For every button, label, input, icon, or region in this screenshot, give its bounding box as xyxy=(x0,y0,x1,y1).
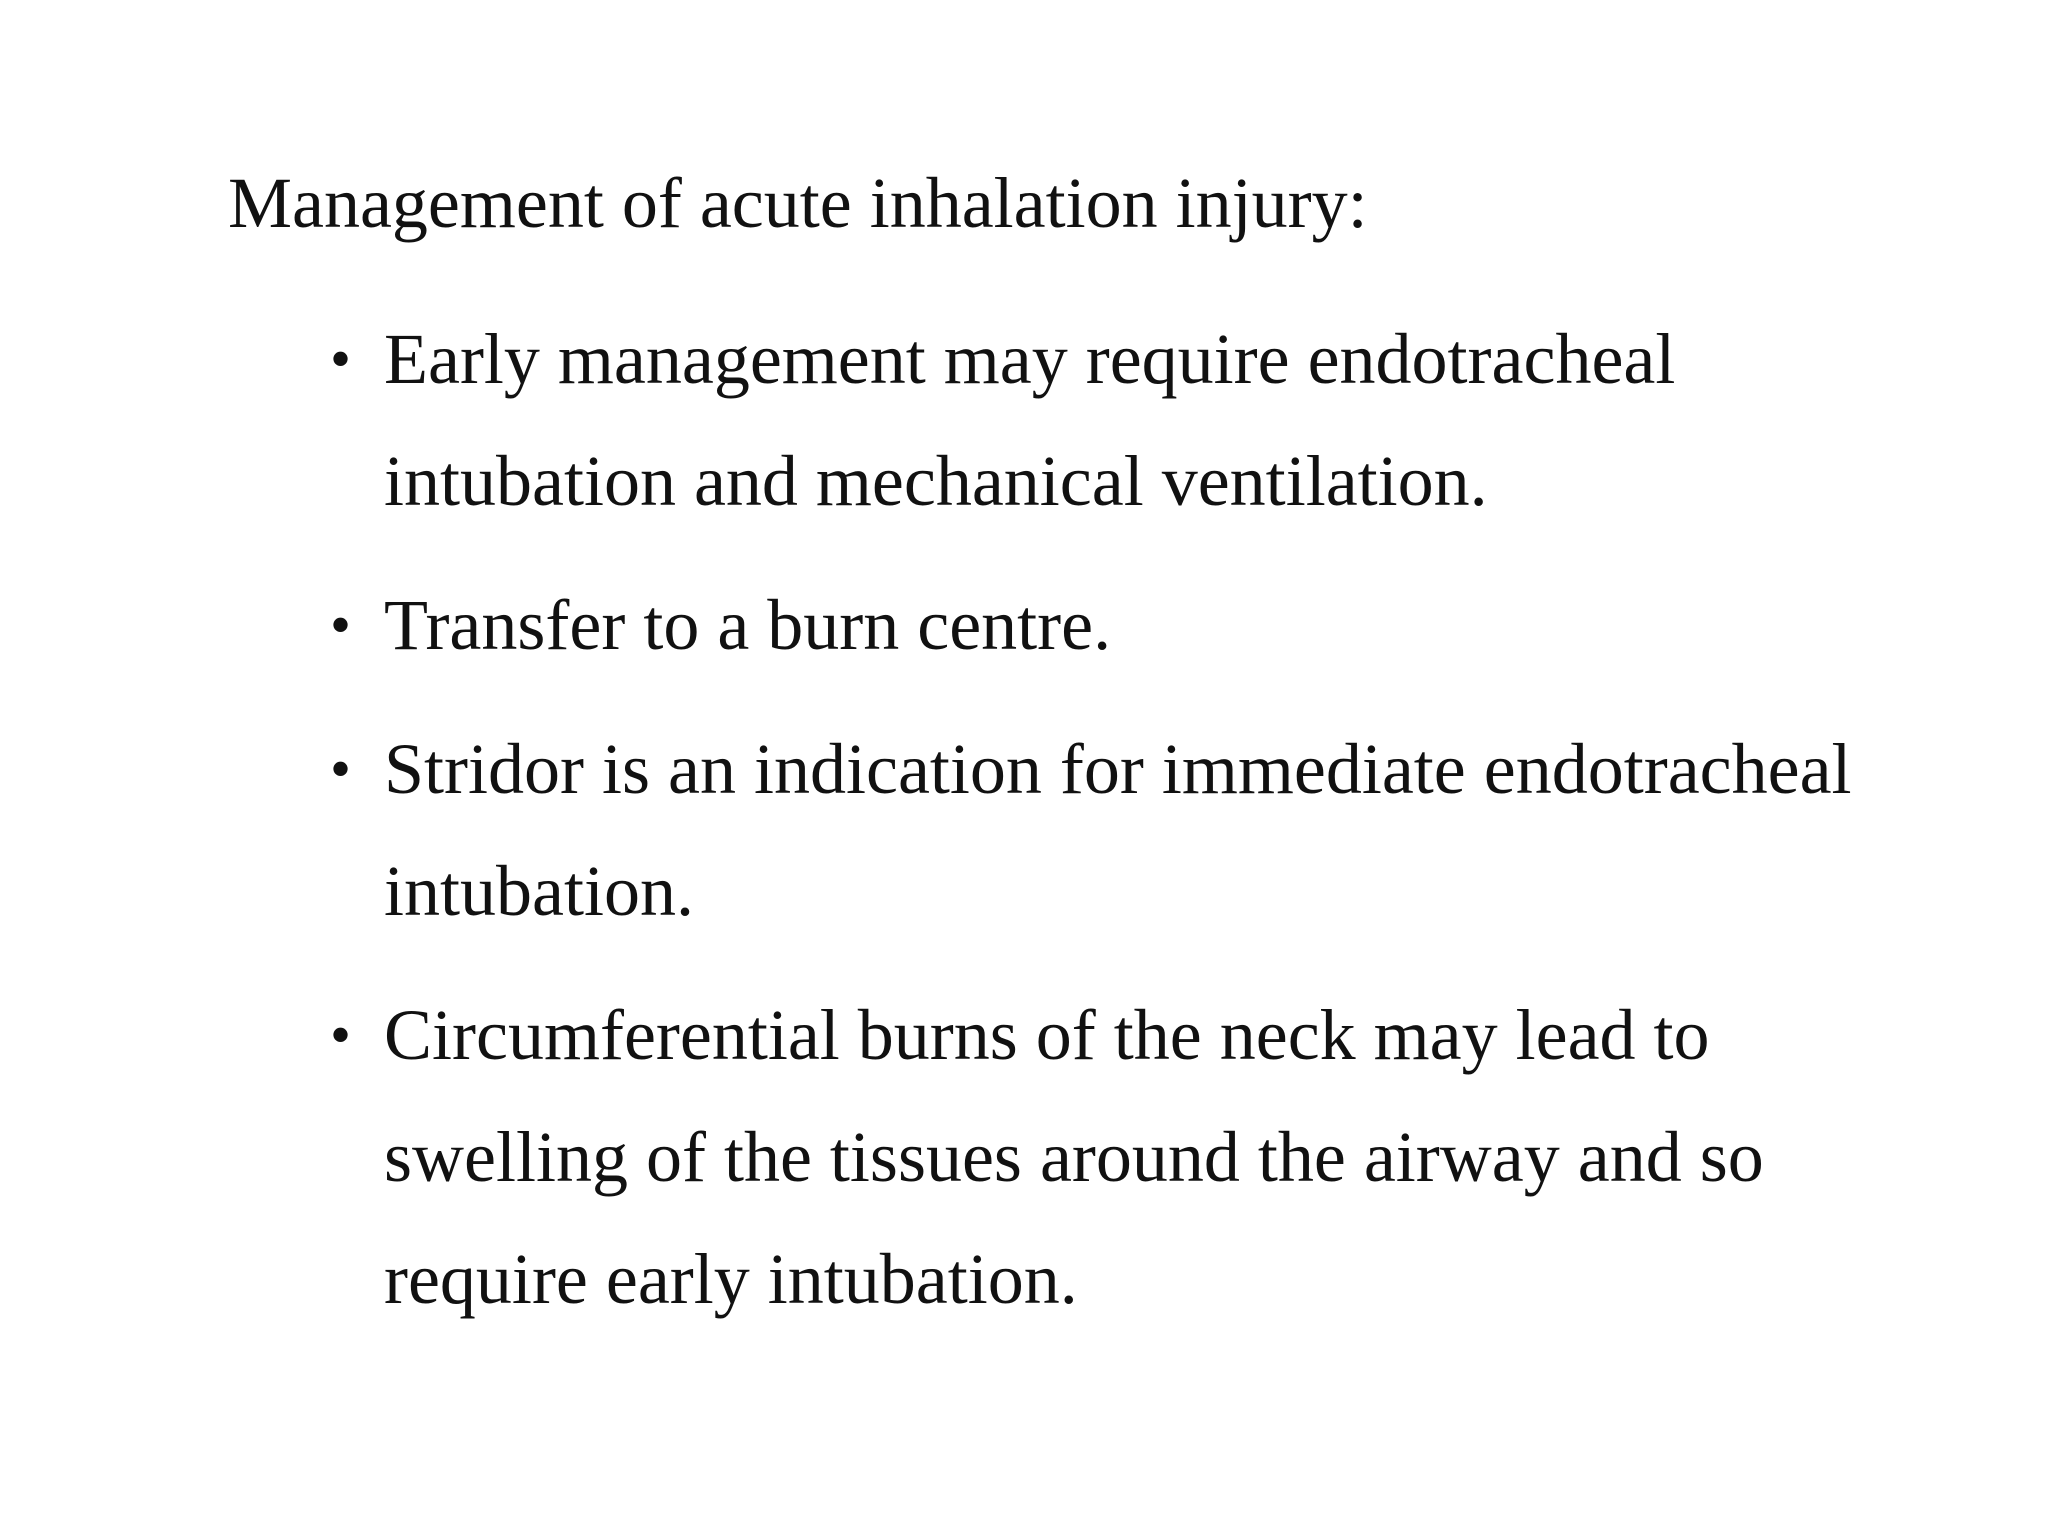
bullet-icon: • xyxy=(330,326,352,392)
bullet-item-transfer xyxy=(330,564,1970,686)
bullet-item-circumferential-burns xyxy=(330,974,1970,1340)
bullet-text: Stridor is an indication for immediate endotracheal intubation. xyxy=(384,729,1852,931)
bullet-text: Early management may require endotracheal intubation and mechanical ventilation. xyxy=(384,319,1676,521)
bullet-icon: • xyxy=(330,1002,352,1068)
bullet-icon: • xyxy=(330,736,352,802)
slide-heading: Management of acute inhalation injury: xyxy=(228,163,1368,243)
bullet-icon: • xyxy=(330,592,352,658)
bullet-item-stridor xyxy=(330,708,1970,952)
bullet-list xyxy=(330,298,1970,1362)
bullet-text: Circumferential burns of the neck may lead to swelling of the tissues around the airway and so require early intubation. xyxy=(384,995,1764,1319)
bullet-item-early-management xyxy=(330,298,1970,542)
bullet-text: Transfer to a burn centre. xyxy=(384,585,1112,665)
